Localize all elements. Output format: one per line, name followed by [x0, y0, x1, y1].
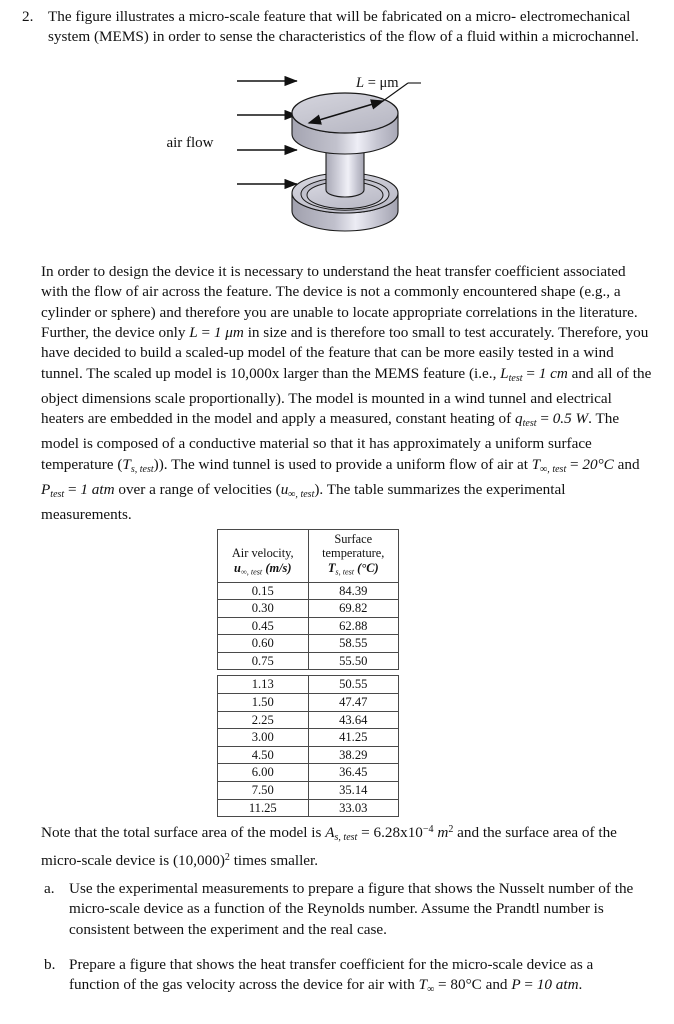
para-eq-1: = [197, 324, 214, 342]
value-Ltest: 1 cm [538, 364, 568, 382]
sym-Tinf-b: T [418, 976, 428, 994]
experimental-data-tables [217, 529, 399, 817]
cell-temperature: 35.14 [308, 782, 399, 800]
cell-temperature: 38.29 [308, 746, 399, 764]
sym-P-sub: test [50, 488, 65, 500]
header-temp-line3 [312, 561, 396, 580]
intro-line-1: The figure illustrates a micro-scale feature that will be fabricated on a micro- [48, 8, 517, 25]
cell-velocity: 7.50 [218, 782, 309, 800]
cell-velocity: 11.25 [218, 799, 309, 817]
note-seg-2: and the surface area of the micro-scale device is [41, 824, 617, 870]
value-P-b: 10 atm [536, 976, 579, 994]
data-table-part-1-body [218, 582, 399, 670]
sub-question-a [44, 879, 634, 940]
cell-velocity: 1.50 [218, 694, 309, 712]
cell-temperature: 58.55 [308, 635, 399, 653]
sub-b-prefix: Prepare a figure that shows the heat transfer coefficient for the micro-scale device as a function of the gas velocity across the device for air with [69, 956, 594, 994]
header-u-sub: ∞, test [240, 567, 263, 577]
cell-velocity: 0.30 [218, 600, 309, 618]
note-exponent: −4 [422, 824, 434, 835]
para-seg-5: ). The wind tunnel is used to provide a uniform flow of air at [158, 455, 532, 473]
cell-temperature: 55.50 [308, 652, 399, 670]
data-table-part-2 [217, 675, 399, 817]
para-seg-6: and [613, 455, 640, 473]
spool-shape-3d-icon [140, 72, 500, 257]
cell-velocity: 3.00 [218, 729, 309, 747]
para-seg-1: In order to design the device it is necessary to understand the heat transfer coefficient associated with the flow of air across the feature. The device is not a commonly encountered shape (e.g., a cylinder or sphere) and therefore you are unable to locate appropriate correlations in the literature. Further, the device only [41, 263, 638, 342]
value-Ptest: 1 atm [80, 480, 115, 498]
sym-Ts-sub: s, test [130, 463, 154, 475]
note-seg-1: Note that the total surface area of the model is [41, 824, 326, 842]
table-row [218, 676, 399, 694]
value-qtest: 0.5 W [552, 410, 589, 428]
para-eq-4: = [566, 455, 583, 473]
cell-temperature: 36.45 [308, 764, 399, 782]
dimension-unit: μm [379, 75, 399, 91]
sub-question-a-text: Use the experimental measurements to prepare a figure that shows the Nusselt number of the micro-scale device as a function of the Reynolds number. Assume the Prandtl number is consistent between the experiment and the real case. [69, 880, 634, 938]
header-T-units: (°C) [357, 560, 379, 575]
table-row [218, 746, 399, 764]
value-L-size: 1 μm [213, 324, 244, 342]
table-row [218, 764, 399, 782]
header-u-symbol: u [234, 560, 241, 575]
para-seg-2: in size and is therefore too small to test accurately. Therefore, you have decided to build a scaled-up model of the feature that can be more easily tested in a wind tunnel. The scaled up model is 10,000x larger than the MEMS feature (i.e., [41, 324, 649, 382]
sym-Ltest-sub: test [508, 372, 523, 384]
sym-u-sub: ∞, test [288, 488, 315, 500]
header-u-units: (m/s) [265, 560, 292, 575]
dimension-symbol: L [356, 75, 365, 91]
sym-L: L [189, 324, 198, 342]
note-unit-exponent: 2 [448, 824, 454, 835]
cell-velocity: 6.00 [218, 764, 309, 782]
note-factor: (10,000) [173, 852, 225, 870]
sub-question-b-letter: b. [44, 956, 56, 973]
cell-temperature: 50.55 [308, 676, 399, 694]
para-eq-3: = [536, 410, 553, 428]
value-Tinf-b: 80°C [450, 976, 482, 994]
sub-b-eq2: = [520, 976, 537, 994]
table-row [218, 635, 399, 653]
header-T-symbol: T [327, 560, 336, 575]
sub-b-eq1: = [434, 976, 451, 994]
para-eq-2: = [522, 364, 539, 382]
header-temp-line2: temperature, [322, 546, 385, 561]
table-row [218, 729, 399, 747]
para-seg-3: and all of the object dimensions scale proportionally). The model is mounted in a wind tunnel and electrical heaters are embedded in the model and apply a measured, constant heating of [41, 364, 652, 428]
data-table-part-1 [217, 529, 399, 670]
cell-temperature: 41.25 [308, 729, 399, 747]
table-header-row [218, 530, 399, 583]
mems-feature-figure [140, 72, 500, 257]
para-seg-8: ). The table summarizes the experimental measurements. [41, 480, 566, 523]
cell-temperature: 84.39 [308, 582, 399, 600]
table-row [218, 799, 399, 817]
cell-velocity: 0.60 [218, 635, 309, 653]
table-row [218, 600, 399, 618]
value-Tinf: 20°C [582, 455, 614, 473]
cell-temperature: 69.82 [308, 600, 399, 618]
header-surface-temperature [308, 530, 399, 583]
cell-velocity: 4.50 [218, 746, 309, 764]
para-seg-4: . The model is composed of a conductive material so that it has approximately a uniform surface temperature ( [41, 410, 620, 473]
header-air-velocity-line1: Air velocity, [231, 546, 294, 561]
table-row [218, 711, 399, 729]
sym-q: q [515, 410, 523, 428]
sym-As: A [325, 824, 335, 842]
note-seg-3: times smaller. [229, 852, 319, 870]
cell-velocity: 2.25 [218, 711, 309, 729]
sub-question-b [44, 955, 634, 1000]
header-air-velocity-line2 [221, 561, 305, 580]
note-factor-exponent: 2 [224, 852, 230, 864]
cell-velocity: 0.45 [218, 617, 309, 635]
sym-Tinf: T [531, 455, 541, 473]
table-row [218, 782, 399, 800]
cell-velocity: 0.15 [218, 582, 309, 600]
table-row [218, 652, 399, 670]
para-seg-7: over a range of velocities ( [114, 480, 281, 498]
intro-line-2: electromechanical system (MEMS) in order to sense the characteristics of the flow of a [48, 8, 631, 46]
sym-As-sub: s, test [334, 831, 358, 843]
sym-P: P [41, 480, 51, 498]
cell-velocity: 0.75 [218, 652, 309, 670]
surface-area-note [41, 820, 653, 872]
sym-Tinf-sub: ∞, test [540, 463, 567, 475]
air-flow-label: air flow [166, 135, 214, 151]
table-row [218, 694, 399, 712]
data-table-part-2-body [218, 676, 399, 817]
cell-temperature: 47.47 [308, 694, 399, 712]
cell-temperature: 33.03 [308, 799, 399, 817]
sym-P-b: P [511, 976, 521, 994]
sub-question-a-letter: a. [44, 880, 55, 897]
problem-statement [22, 7, 662, 47]
problem-intro [48, 7, 662, 47]
sym-Ltest: L [500, 364, 509, 382]
note-value [374, 824, 454, 841]
sym-q-sub: test [522, 418, 537, 429]
table-row [218, 582, 399, 600]
note-unit: m [437, 824, 449, 842]
para-eq-5: = [64, 480, 81, 498]
sym-Tinf-b-sub: ∞ [427, 984, 435, 996]
header-air-velocity [218, 530, 309, 583]
cell-velocity: 1.13 [218, 676, 309, 694]
dimension-label-L [356, 75, 399, 92]
sub-b-end: . [578, 976, 583, 994]
sym-u: u [280, 480, 289, 498]
header-T-sub: s, test [335, 567, 355, 577]
sub-b-and: and [481, 976, 512, 994]
header-temp-line1: Surface [334, 532, 373, 546]
note-mantissa: 6.28x10 [373, 824, 423, 842]
dimension-equals: = [364, 75, 380, 91]
table-row [218, 617, 399, 635]
problem-body-paragraph: In order to design the device it is necessary to understand the heat transfer coefficient associated with the flow of air across the feature. The device is not a commonly encountered shape (e.g., a cylinder or sphere) and therefore you are unable to locate appropriate correlations in the literature. Further, the device only L = 1 μm in size and is therefore too small to test accurately. Therefore, you have decided to build a scaled-up model of the feature that can be more easily tested in a wind tunnel. The scaled up model is 10,000x larger than the MEMS feature (i.e., $L_{test} = 1$ cm and all of the object dimensions scale proportionally). The model is mounted in a wind tunnel and electrical heaters are embedded in the model and apply a measured, constant heating of $q_{test} = 0.5$ W. The model is composed of a conductive material so that it has approximately a uniform surface temperature $(T_{s, test})$). The wind tunnel is used to provide a uniform flow of air at $T_{\infty, test} = 20^\circ C$ and $P_{test} = 1$ atm over a range of velocities $(u_{\infty, test})$. The table summarizes the experimental measurements. [41, 263, 652, 523]
sub-question-b-text [69, 955, 634, 1000]
intro-line-3: fluid within a microchannel. [466, 28, 639, 46]
note-eq: = [357, 824, 374, 842]
cell-temperature: 43.64 [308, 711, 399, 729]
cell-temperature: 62.88 [308, 617, 399, 635]
problem-number: 2. [22, 8, 34, 25]
sym-Ts: T [122, 455, 131, 473]
